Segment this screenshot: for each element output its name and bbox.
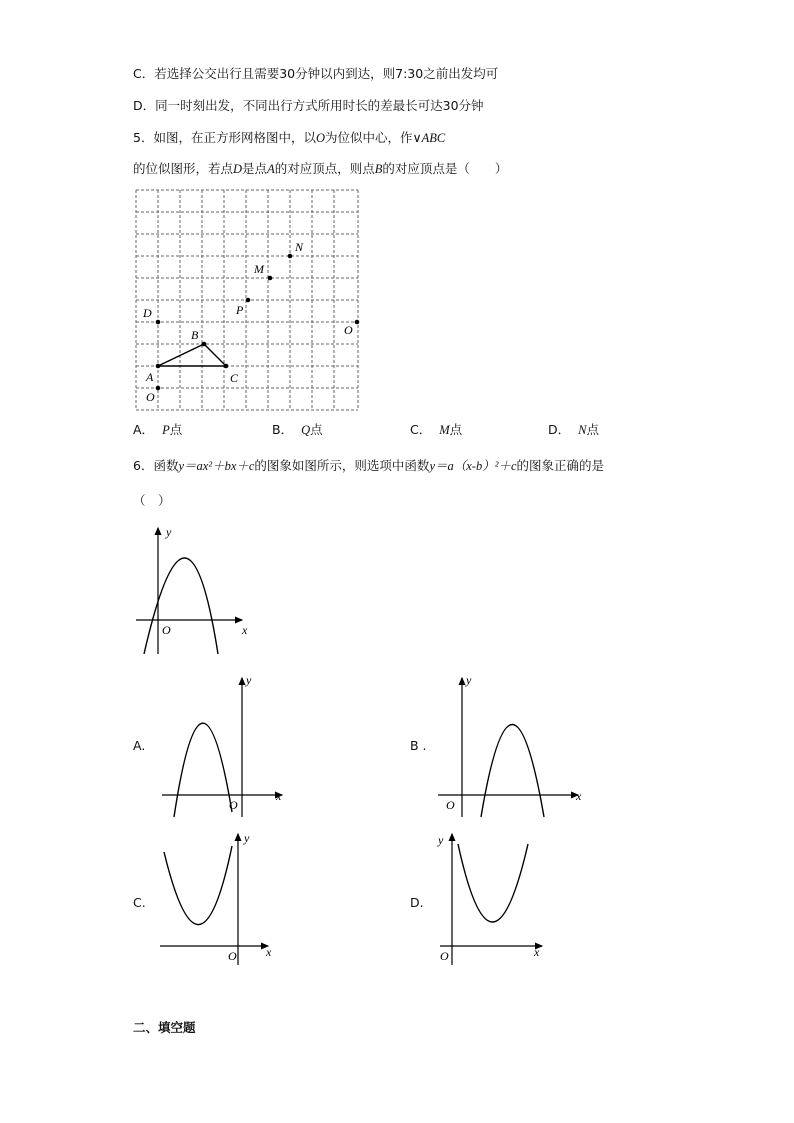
label-o: O: [146, 390, 155, 404]
svg-text:y: y: [246, 673, 252, 687]
svg-text:O: O: [228, 949, 237, 963]
q4-option-c: C．若选择公交出行且需要30分钟以内到达，则7:30之前出发均可: [133, 66, 499, 81]
q5-triangle-label: ∨ABC: [412, 131, 446, 145]
svg-text:x: x: [534, 945, 540, 959]
q6-option-b-label: B .: [410, 738, 427, 753]
svg-text:O: O: [440, 949, 449, 963]
q6-main-graph: [130, 522, 260, 657]
q6-option-a-label: A.: [133, 738, 146, 753]
triangle-abc: [158, 344, 226, 366]
label-m: M: [254, 262, 264, 276]
q5-stem-line2: 的位似图形，若点D是点A的对应顶点，则点B的对应顶点是（ ）: [133, 161, 508, 176]
svg-text:O: O: [446, 798, 455, 812]
q6-option-c-label: C.: [133, 895, 146, 910]
q6-option-a-graph: [158, 672, 298, 817]
q5-option-c: C． M点: [410, 422, 463, 437]
point-d: [156, 320, 161, 325]
svg-text:x: x: [576, 789, 582, 803]
q6-function-1: y＝ax²＋bx＋c: [178, 459, 255, 473]
label-o-right: O: [344, 323, 353, 337]
q6-function-2: y＝a（x-b）²＋c: [429, 459, 517, 473]
svg-text:y: y: [438, 833, 444, 847]
point-b: [202, 342, 207, 347]
q6-option-d-graph: [434, 830, 564, 965]
q4-option-d: D．同一时刻出发，不同出行方式所用时长的差最长可达30分钟: [133, 98, 484, 113]
q5-stem-line1: 5．如图，在正方形网格图中，以O为位似中心，作∨ABC: [133, 130, 446, 145]
svg-text:x: x: [266, 945, 272, 959]
q5-grid-figure: [130, 186, 370, 416]
section-title-fill-in: 二、填空题: [133, 1020, 196, 1035]
q6-option-b-graph: [436, 672, 586, 817]
point-o: [156, 386, 161, 391]
label-n: N: [295, 240, 304, 254]
q6-option-c-graph: [158, 830, 288, 965]
q5-option-a: A． P点: [133, 422, 183, 437]
q5-number: 5．: [133, 130, 154, 145]
q5-option-d: D． N点: [548, 422, 599, 437]
point-n: [288, 254, 293, 259]
point-p: [246, 298, 251, 303]
label-c: C: [230, 371, 239, 385]
point-c: [224, 364, 229, 369]
parabola: [144, 558, 218, 654]
q6-option-d-label: D.: [410, 895, 424, 910]
q5-option-b: B． Q点: [272, 422, 323, 437]
label-d: D: [143, 306, 152, 320]
q6-number: 6．: [133, 458, 154, 473]
y-axis-label: y: [166, 525, 172, 539]
label-b: B: [191, 328, 199, 342]
label-p: P: [236, 303, 244, 317]
origin-label: O: [162, 623, 171, 637]
label-a: A: [146, 370, 154, 384]
point-o-right: [355, 320, 360, 325]
svg-text:O: O: [229, 798, 238, 812]
point-m: [268, 276, 273, 281]
svg-text:y: y: [244, 831, 250, 845]
svg-text:y: y: [466, 673, 472, 687]
q6-stem: 6．函数y＝ax²＋bx＋c的图象如图所示，则选项中函数y＝a（x-b）²＋c的图象正确的是: [133, 458, 605, 473]
q6-answer-paren: （ ）: [133, 493, 171, 508]
x-axis-label: x: [242, 623, 248, 637]
point-a: [156, 364, 161, 369]
svg-text:x: x: [276, 789, 282, 803]
